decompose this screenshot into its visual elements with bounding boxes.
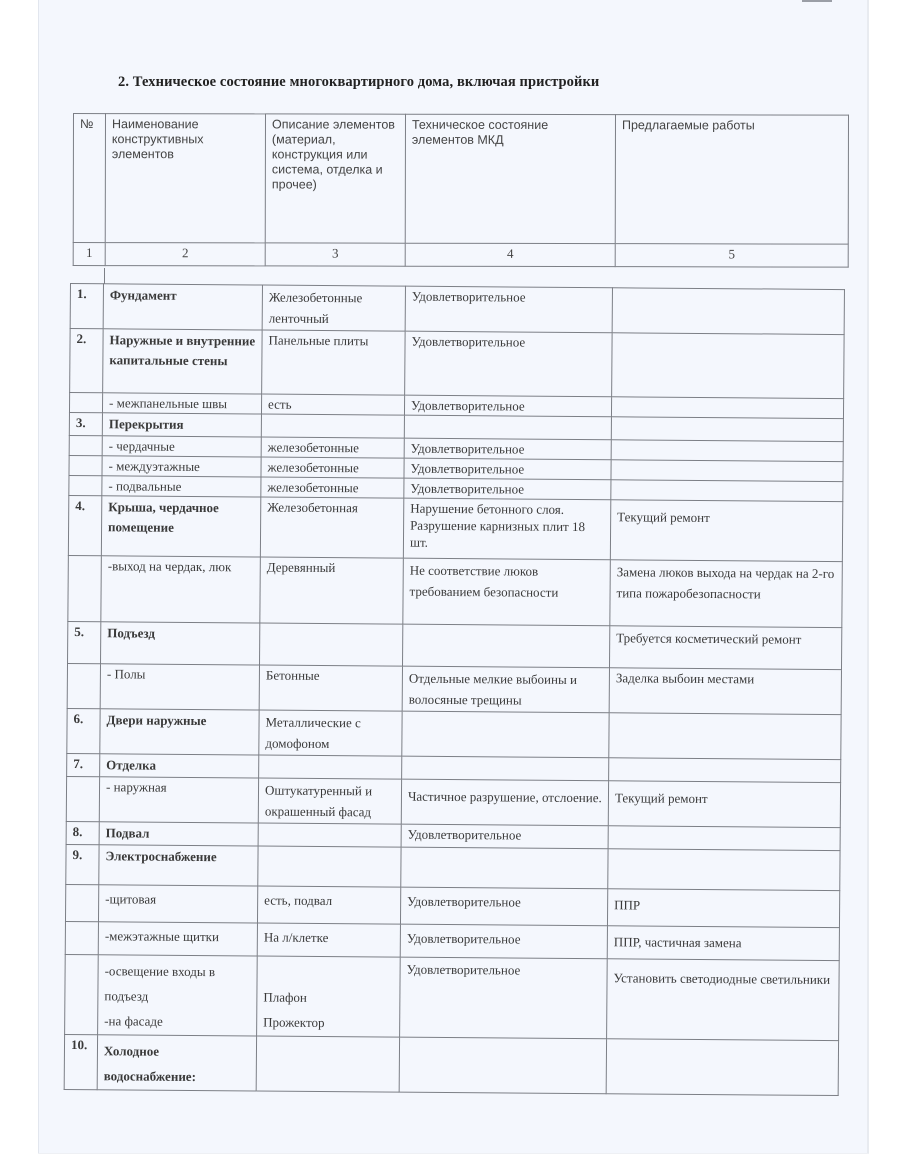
element-name-line: -освещение входы в [104,963,216,980]
table-row [67,708,841,759]
table-divider-line [104,268,105,284]
element-description-line: Прожектор [263,1014,325,1031]
column-number: 2 [105,243,265,266]
proposed-works [606,1039,838,1096]
proposed-works [608,849,840,891]
section-title: 2. Техническое состояние многоквартирного дома, включая пристройки [118,74,600,90]
row-number [69,455,102,475]
element-description: железобетонные [261,457,404,478]
element-description [257,956,401,1037]
element-state: Нарушение бетонного слоя. Разрушение карнизных плит 18 шт. [403,498,610,560]
row-number: 7. [67,753,100,776]
element-description-line [263,960,393,986]
proposed-works: ППР, частичная замена [607,926,839,961]
element-description: есть [261,394,404,415]
proposed-works [611,417,843,442]
row-number [69,475,102,495]
row-number [65,921,98,954]
element-state [402,756,609,781]
element-name: Подъезд [101,622,260,665]
table-row [64,1034,838,1095]
element-name: - междуэтажные [102,456,261,477]
element-name: - подвальные [102,476,261,497]
table-row [68,621,842,669]
row-number: 10. [64,1034,97,1089]
proposed-works: Заделка выбоин местами [609,668,841,715]
proposed-works: Замена люков выхода на чердак на 2-го типа пожаробезопасности [610,560,843,628]
row-number [65,884,98,921]
element-name: Подвал [99,822,258,846]
proposed-works: Текущий ремонт [610,500,842,562]
element-description [260,623,403,666]
table-row [68,555,842,627]
proposed-works [609,713,841,760]
proposed-works [611,440,843,462]
element-description [258,846,401,887]
row-number [67,663,100,708]
proposed-works: ППР [607,889,839,928]
row-number [68,555,102,621]
row-number: 6. [67,708,100,753]
element-name: Холодное водоснабжение: [97,1035,256,1091]
element-name [98,955,258,1036]
element-description: есть, подвал [257,886,400,924]
element-description: Металлические с домофоном [259,710,402,756]
table-row [70,329,844,399]
element-name: Электроснабжение [99,845,258,886]
element-description: Бетонные [259,665,402,711]
element-description [261,414,404,438]
element-name: - наружная [99,777,258,823]
element-name: -межэтажные щитки [98,922,257,956]
element-state: Удовлетворительное [400,957,608,1039]
element-description [259,755,402,779]
row-number: 8. [66,821,99,844]
element-state: Не соответствие люков требованием безопасности [403,558,611,626]
element-state: Удовлетворительное [404,478,611,500]
element-description: железобетонные [261,437,404,458]
condition-table [64,283,845,1096]
element-name: Отделка [100,754,259,778]
column-header-works: Предлагаемые работы [615,115,848,244]
proposed-works: Текущий ремонт [608,781,840,828]
table-row [66,844,840,890]
column-number: 1 [73,243,105,266]
table-row [67,663,841,714]
row-number [69,435,102,455]
table-row [66,776,840,827]
column-number: 5 [615,244,848,267]
proposed-works: Установить светодиодные светильники [607,959,840,1041]
element-name: -выход на чердак, люк [101,556,261,623]
element-state: Удовлетворительное [400,887,607,926]
table-row [70,284,844,335]
row-number: 2. [70,329,104,393]
element-state [401,847,608,889]
element-name: Крыша, чердачное помещение [101,496,260,557]
element-state: Удовлетворительное [401,824,608,849]
element-state: Удовлетворительное [405,286,612,333]
row-number: 3. [69,412,102,435]
element-state [402,711,609,758]
element-name: -щитовая [98,885,257,923]
proposed-works: Требуется косметический ремонт [609,626,841,670]
element-state [399,1037,606,1094]
element-name: Наружные и внутренние капитальные стены [103,329,262,394]
proposed-works [611,460,843,482]
element-name: Перекрытия [102,413,261,437]
element-description: Железобетонная [260,497,403,558]
element-name: Двери наружные [100,709,259,755]
element-state: Частичное разрушение, отслоение. [401,779,608,826]
row-number [65,954,99,1034]
element-name-line: подъезд [104,988,149,1004]
element-state [404,415,611,440]
column-number: 4 [405,243,615,266]
element-name: - чердачные [102,436,261,457]
proposed-works [611,480,843,502]
element-state: Удовлетворительное [400,924,607,959]
table-row [65,884,839,927]
proposed-works [612,288,844,335]
column-header-name: Наименование конструктивных элементов [105,114,265,243]
element-description [258,823,401,847]
element-state: Отдельные мелкие выбоины и волосяные трещины [402,666,609,713]
row-number [66,776,99,821]
element-name-line: -на фасаде [104,1013,163,1029]
column-header-state: Техническое состояние элементов МКД [405,114,615,243]
element-description [256,1036,399,1092]
proposed-works [611,397,843,419]
row-number [69,393,102,413]
element-description: Деревянный [260,557,404,624]
element-name: - межпанельные швы [102,393,261,414]
element-state: Удовлетворительное [404,438,611,460]
column-number: 3 [265,243,405,266]
element-name: - Полы [100,664,259,710]
row-number: 4. [68,495,101,555]
element-description: Железобетонные ленточный [262,285,405,331]
element-description-line: Плафон [263,989,307,1005]
proposed-works [609,758,841,783]
element-description: железобетонные [261,477,404,498]
proposed-works [612,333,844,399]
element-state: Удовлетворительное [404,395,611,417]
column-header-description: Описание элементов (материал, конструкция или система, отделка и прочее) [265,114,405,243]
element-state [403,624,610,668]
row-number: 5. [68,621,101,663]
element-description: Оштукатуренный и окрашенный фасад [258,778,401,824]
scan-edge-mark [802,0,832,2]
table-row [65,954,840,1040]
element-description: Панельные плиты [262,330,405,395]
element-description: На л/клетке [257,923,400,957]
header-row [73,114,848,245]
element-state: Удовлетворительное [404,458,611,480]
header-table [73,113,849,268]
column-number-row [73,243,848,268]
table-row [68,495,842,561]
column-header-number: № [73,114,105,243]
row-number: 9. [66,844,99,884]
element-state: Удовлетворительное [405,331,612,397]
proposed-works [608,826,840,851]
element-name: Фундамент [103,284,262,330]
row-number: 1. [70,284,103,329]
